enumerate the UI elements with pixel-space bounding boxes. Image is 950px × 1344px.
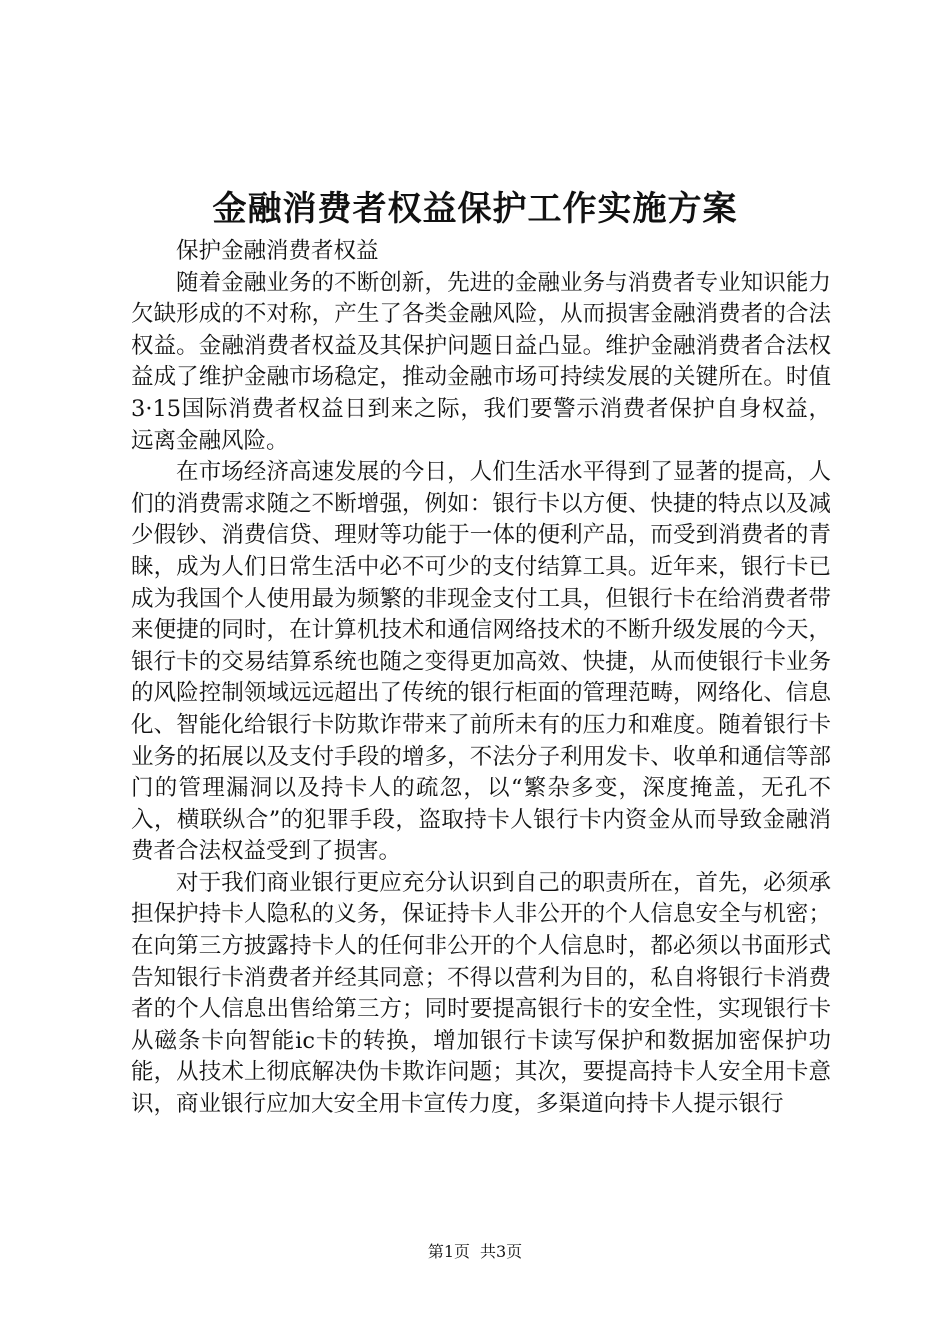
- page-total: 共3页: [480, 1242, 523, 1261]
- subtitle-paragraph: 保护金融消费者权益: [176, 238, 379, 264]
- body-paragraph: 在市场经济高速发展的今日，人们生活水平得到了显著的提高，人们的消费需求随之不断增强，例如：银行卡以方便、快捷的特点以及减少假钞、消费信贷、理财等功能于一体的便利产品，而受到消费者的青睐，成为人们日常生活中必不可少的支付结算工具。近年来，银行卡已成为我国个人使用最为频繁的非现金支付工具，但银行卡在给消费者带来便捷的同时，在计算机技术和通信网络技术的不断升级发展的今天，银行卡的交易结算系统也随之变得更加高效、快捷，从而使银行卡业务的风险控制领域远远超出了传统的银行柜面的管理范畴，网络化、信息化、智能化给银行卡防欺诈带来了前所未有的压力和难度。随着银行卡业务的拓展以及支付手段的增多，不法分子利用发卡、收单和通信等部门的管理漏洞以及持卡人的疏忽，以“繁杂多变，深度掩盖，无孔不入，横联纵合”的犯罪手段，盗取持卡人银行卡内资金从而导致金融消费者合法权益受到了损害。: [131, 459, 831, 865]
- document-body: [131, 236, 831, 1121]
- document-title: 金融消费者权益保护工作实施方案: [212, 189, 738, 229]
- page-number: 第1页: [427, 1242, 470, 1261]
- page-footer: [0, 1241, 950, 1263]
- body-paragraph: 对于我们商业银行更应充分认识到自己的职责所在，首先，必须承担保护持卡人隐私的义务，保证持卡人非公开的个人信息安全与机密；在向第三方披露持卡人的任何非公开的个人信息时，都必须以书面形式告知银行卡消费者并经其同意；不得以营利为目的，私自将银行卡消费者的个人信息出售给第三方；同时要提高银行卡的安全性，实现银行卡从磁条卡向智能ic卡的转换，增加银行卡读写保护和数据加密保护功能，从技术上彻底解决伪卡欺诈问题；其次，要提高持卡人安全用卡意识，商业银行应加大安全用卡宣传力度，多渠道向持卡人提示银行: [131, 869, 831, 1118]
- body-paragraph: 随着金融业务的不断创新，先进的金融业务与消费者专业知识能力欠缺形成的不对称，产生了各类金融风险，从而损害金融消费者的合法权益。金融消费者权益及其保护问题日益凸显。维护金融消费者合法权益成了维护金融市场稳定，推动金融市场可持续发展的关键所在。时值3·15国际消费者权益日到来之际，我们要警示消费者保护自身权益，远离金融风险。: [131, 269, 831, 454]
